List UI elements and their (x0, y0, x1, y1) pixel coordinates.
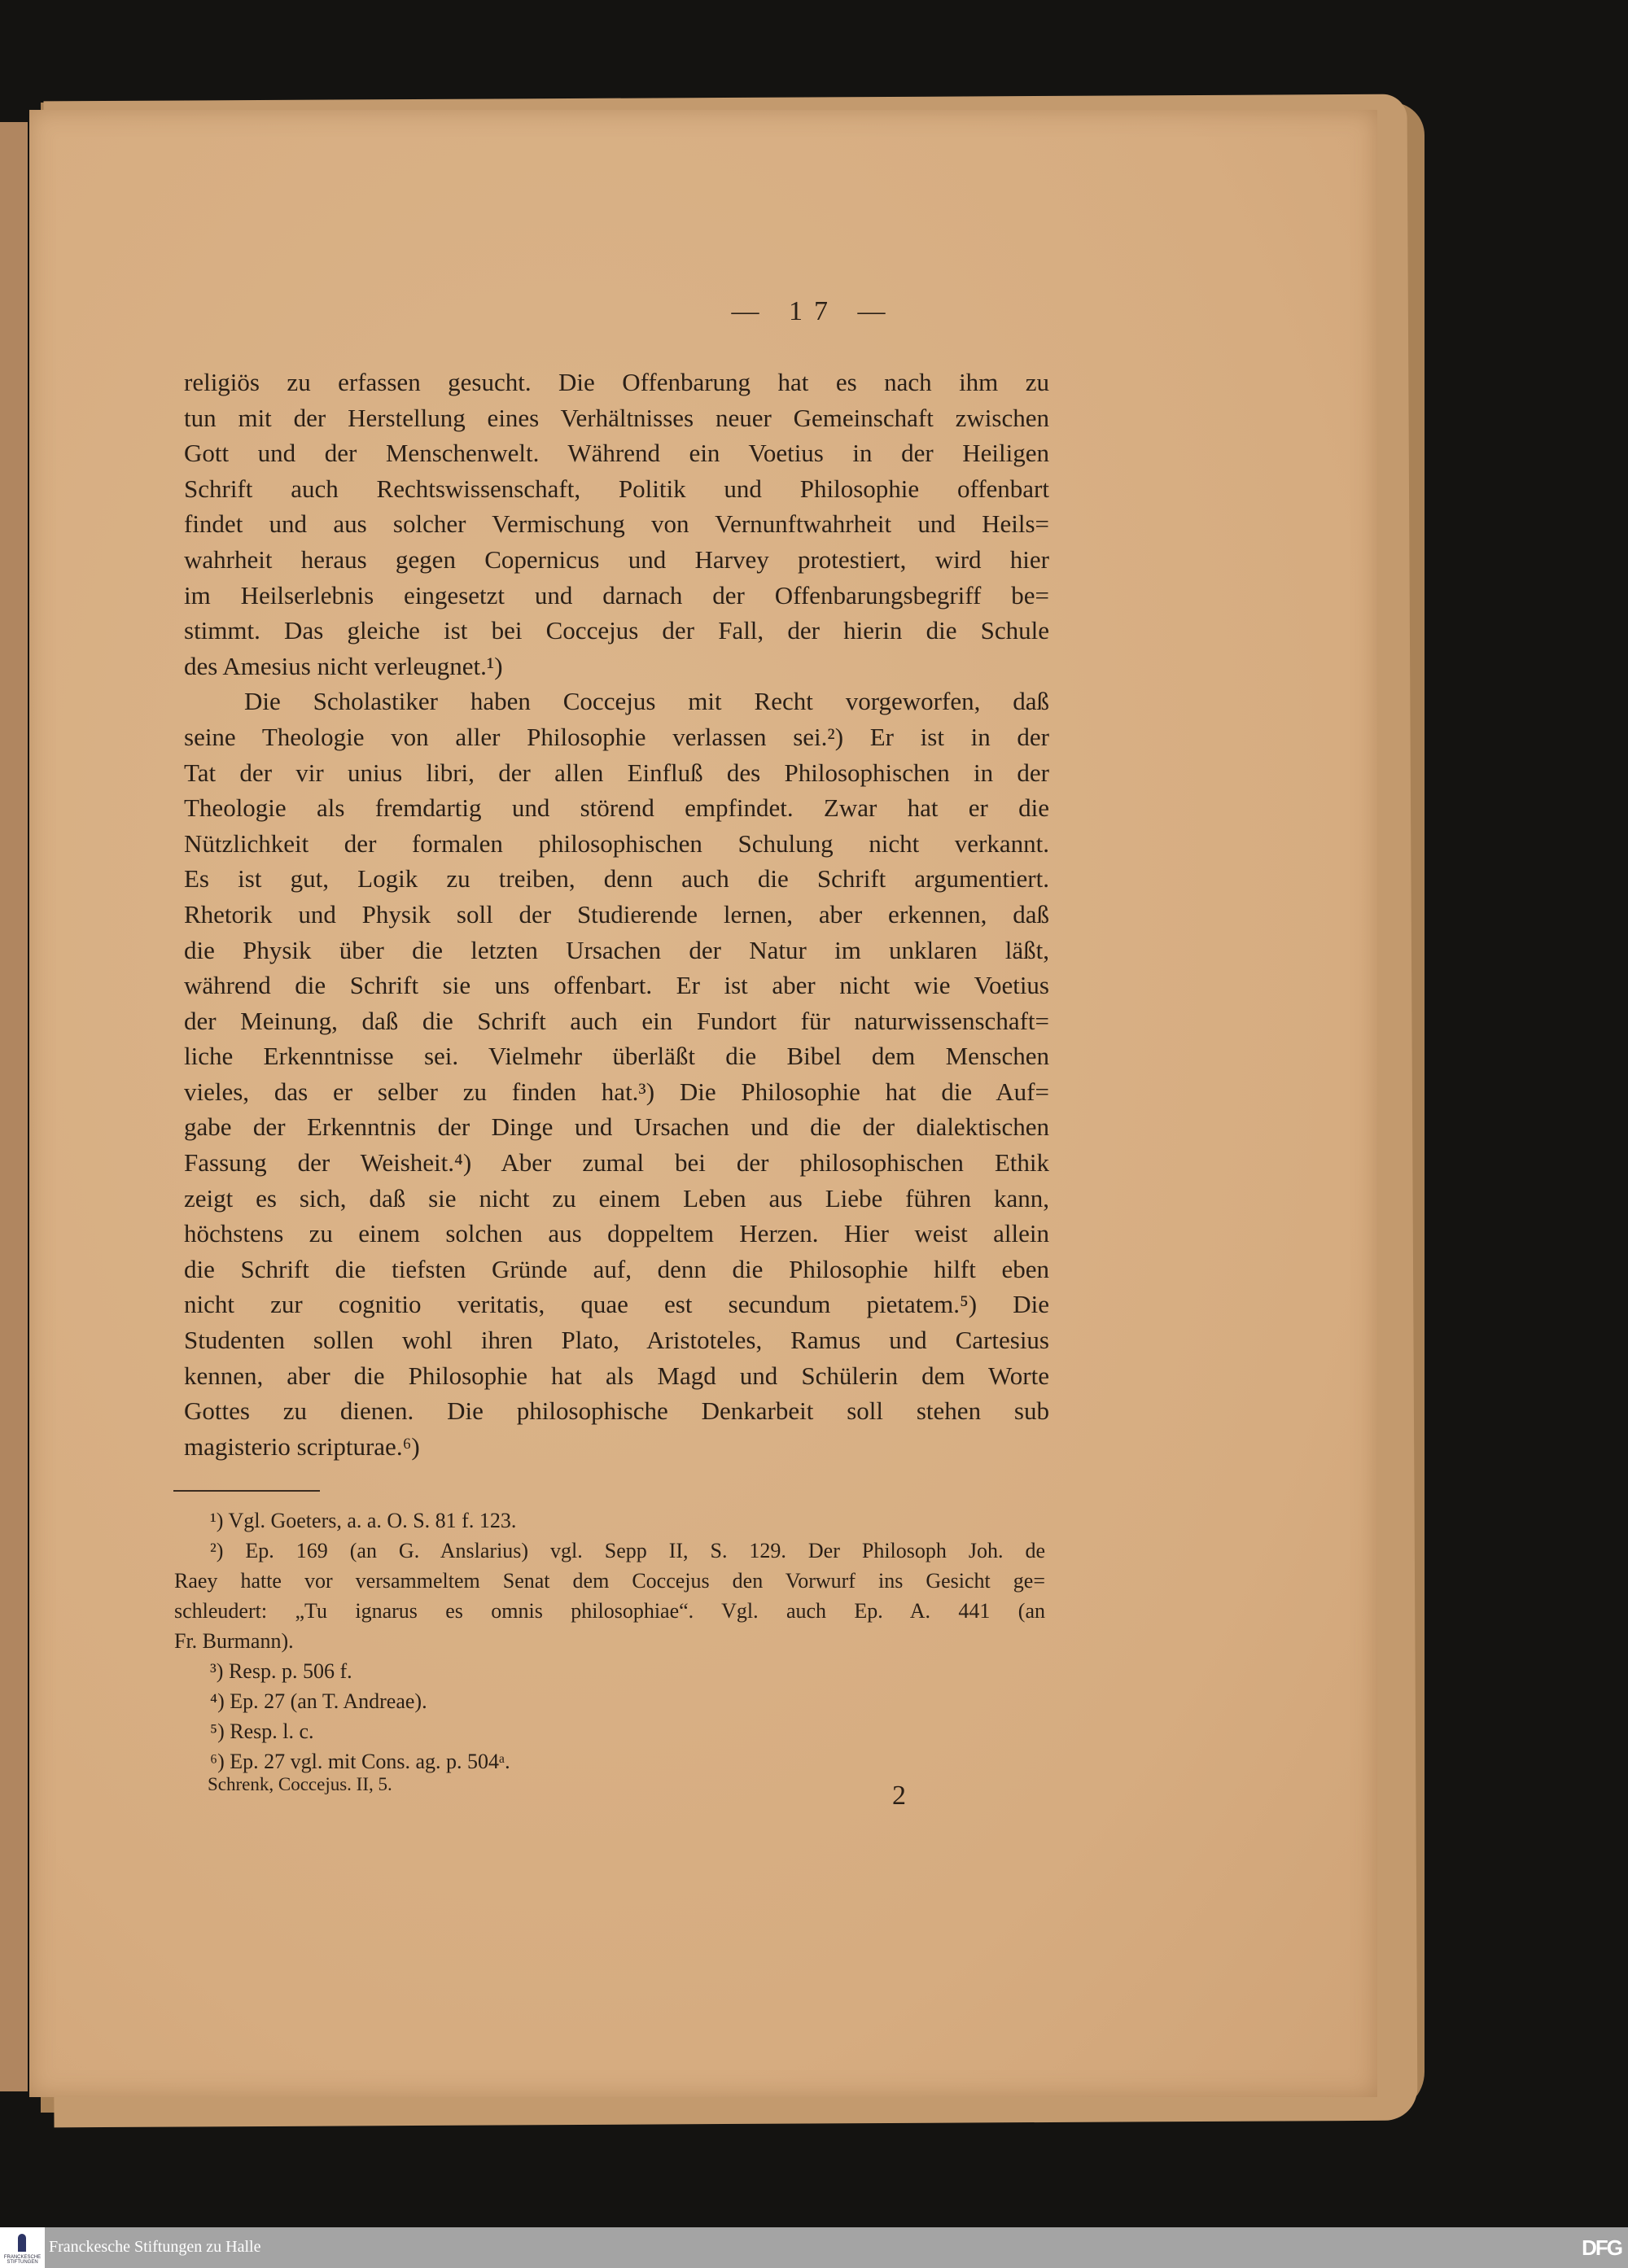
footnote-line: ⁴) Ep. 27 (an T. Andreae). (210, 1689, 427, 1713)
text-line: Nützlichkeit der formalen philosophischen Schulung nicht verkannt. (184, 828, 1049, 858)
text-line: gabe der Erkenntnis der Dinge und Ursachen und die der dialektischen (184, 1112, 1049, 1142)
text-line: der Meinung, daß die Schrift auch ein Fundort für naturwissenschaft= (184, 1006, 1049, 1035)
text-line: Gott und der Menschenwelt. Während ein Voetius in der Heiligen (184, 439, 1049, 468)
footnote-line: Raey hatte vor versammeltem Senat dem Coccejus den Vorwurf ins Gesicht ge= (174, 1569, 1045, 1593)
footnote-line: ¹) Vgl. Goeters, a. a. O. S. 81 f. 123. (210, 1509, 517, 1532)
footer-bar (0, 2227, 1628, 2268)
text-line: Tat der vir unius libri, der allen Einfluß des Philosophischen in der (184, 758, 1049, 787)
text-line: Schrift auch Rechtswissenschaft, Politik und Philosophie offenbart (184, 474, 1049, 503)
text-line: Gottes zu dienen. Die philosophische Denkarbeit soll stehen sub (184, 1396, 1049, 1426)
text-line: findet und aus solcher Vermischung von Vernunftwahrheit und Heils= (184, 509, 1049, 539)
text-line: Theologie als fremdartig und störend empfindet. Zwar hat er die (184, 793, 1049, 823)
footnote-line: schleudert: „Tu ignarus es omnis philosophiae“. Vgl. auch Ep. A. 441 (an (174, 1599, 1045, 1623)
text-line: seine Theologie von aller Philosophie verlassen sei.²) Er ist in der (184, 722, 1049, 751)
institution-logo (0, 2227, 45, 2268)
logo-text: FRANCKESCHE STIFTUNGEN (3, 2255, 42, 2265)
footnote-line: ³) Resp. p. 506 f. (210, 1659, 352, 1683)
text-line: Die Scholastiker haben Coccejus mit Recht vorgeworfen, daß (244, 687, 1049, 716)
text-line: des Amesius nicht verleugnet.¹) (184, 651, 503, 680)
text-line: Studenten sollen wohl ihren Plato, Aristoteles, Ramus und Cartesius (184, 1326, 1049, 1355)
text-line: liche Erkenntnisse sei. Vielmehr überläßt die Bibel dem Menschen (184, 1042, 1049, 1071)
text-line: vieles, das er selber zu finden hat.³) Die Philosophie hat die Auf= (184, 1077, 1049, 1106)
text-line: die Schrift die tiefsten Gründe auf, denn die Philosophie hilft eben (184, 1254, 1049, 1283)
text-line: tun mit der Herstellung eines Verhältnisses neuer Gemeinschaft zwischen (184, 403, 1049, 432)
signature-mark: Schrenk, Coccejus. II, 5. (208, 1774, 392, 1794)
text-line: zeigt es sich, daß sie nicht zu einem Leben aus Liebe führen kann, (184, 1183, 1049, 1213)
footnote-line: ²) Ep. 169 (an G. Anslarius) vgl. Sepp II, S. 129. Der Philosoph Joh. de (210, 1539, 1045, 1562)
text-line: kennen, aber die Philosophie hat als Magd und Schülerin dem Worte (184, 1361, 1049, 1390)
text-line: im Heilserlebnis eingesetzt und darnach der Offenbarungsbegriff be= (184, 580, 1049, 610)
text-line: während die Schrift sie uns offenbart. Er ist aber nicht wie Voetius (184, 971, 1049, 1000)
text-line: religiös zu erfassen gesucht. Die Offenbarung hat es nach ihm zu (184, 368, 1049, 396)
sheet-number: 2 (892, 1781, 906, 1811)
text-line: nicht zur cognitio veritatis, quae est secundum pietatem.⁵) Die (184, 1290, 1049, 1319)
footnotes (174, 1505, 1045, 1776)
footnote-line: ⁵) Resp. l. c. (210, 1720, 314, 1743)
institution-name: Franckesche Stiftungen zu Halle (49, 2238, 261, 2256)
text-line: magisterio scripturae.⁶) (184, 1431, 420, 1461)
dfg-logo: DFG (1582, 2235, 1621, 2260)
text-line: Fassung der Weisheit.⁴) Aber zumal bei der philosophischen Ethik (184, 1148, 1049, 1178)
page-number: — 17 — (731, 296, 897, 326)
text-line: höchstens zu einem solchen aus doppeltem Herzen. Hier weist allein (184, 1219, 1049, 1248)
logo-figure-icon (18, 2234, 26, 2252)
text-line: wahrheit heraus gegen Copernicus und Harvey protestiert, wird hier (184, 544, 1049, 574)
text-line: die Physik über die letzten Ursachen der Natur im unklaren läßt, (184, 935, 1049, 964)
footnote-line: Fr. Burmann). (174, 1629, 294, 1653)
text-line: Es ist gut, Logik zu treiben, denn auch die Schrift argumentiert. (184, 864, 1049, 894)
text-line: Rhetorik und Physik soll der Studierende lernen, aber erkennen, daß (184, 899, 1049, 929)
footnote-divider (173, 1490, 320, 1492)
body-text (184, 365, 1049, 1464)
text-line: stimmt. Das gleiche ist bei Coccejus der Fall, der hierin die Schule (184, 616, 1049, 645)
footnote-line: ⁶) Ep. 27 vgl. mit Cons. ag. p. 504ᵃ. (210, 1750, 510, 1773)
previous-page-edge (0, 122, 28, 2091)
